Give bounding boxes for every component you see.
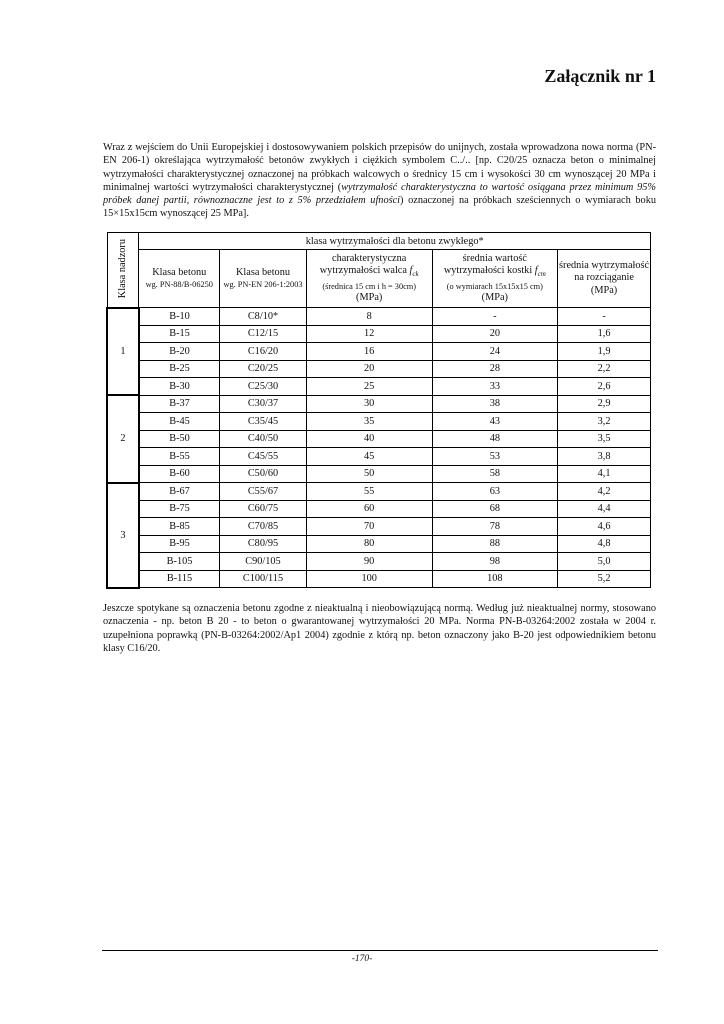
header-fck: charakterystyczna wytrzymałości walca $f_{ck}$ (średnica 15 cm i h = 30cm) (MPa)	[306, 250, 432, 308]
cell-fcm: 24	[432, 343, 558, 361]
intro-text-before: Wraz z wejściem do Unii Europejskiej i dostosowywaniem polskich przepisów do unijnych, została wprowadzona nowa norma (PN-EN 206-1) określająca wytrzymałość betonów zwykłych i ciężkich symbolem C../.. [np. C20/25 oznacza beton o minimalnej wytrzymałości charakterystycznej oznaczonej na próbkach walcowych o średnicy 15 cm i wysokości 30 cm wynoszącej 20 MPa i minimalnej wartości wytrzymałości charakterystycznej (	[103, 142, 656, 193]
cell-fcm: 88	[432, 535, 558, 553]
cell-fcm: 43	[432, 413, 558, 431]
intro-italic-definition: wytrzymałość charakterystyczna to wartość osiągana przez minimum 95% próbek danej partii, równoznaczne jest to z 5% przedziałem ufności	[103, 181, 657, 207]
cell-b: B-105	[139, 553, 220, 571]
cell-b: B-30	[139, 378, 220, 396]
group-cell: 2	[107, 395, 139, 483]
cell-fct: 4,2	[558, 483, 651, 501]
cell-b: B-25	[139, 360, 220, 378]
cell-fck: 40	[306, 430, 432, 448]
cell-c: C50/60	[220, 465, 307, 483]
cell-fck: 50	[306, 465, 432, 483]
cell-b: B-85	[139, 518, 220, 536]
cell-b: B-95	[139, 535, 220, 553]
cell-fcm: 28	[432, 360, 558, 378]
intro-text-after: ) oznaczonej na próbkach sześciennych o wymiarach boku 15×15x15cm wynoszącej 25 MPa].	[103, 195, 656, 220]
table-row	[107, 535, 651, 553]
cell-c: C45/55	[220, 448, 307, 466]
cell-fck: 12	[306, 325, 432, 343]
cell-c: C80/95	[220, 535, 307, 553]
table-row	[107, 465, 651, 483]
cell-fct: 4,4	[558, 500, 651, 518]
cell-c: C35/45	[220, 413, 307, 431]
cell-fct: 2,6	[558, 378, 651, 396]
cell-b: B-115	[139, 570, 220, 588]
cell-fck: 55	[306, 483, 432, 501]
cell-b: B-10	[139, 308, 220, 326]
table-row	[107, 325, 651, 343]
cell-c: C25/30	[220, 378, 307, 396]
table-row	[107, 343, 651, 361]
group-cell: 3	[107, 483, 139, 588]
cell-fcm: 98	[432, 553, 558, 571]
cell-fcm: 68	[432, 500, 558, 518]
closing-paragraph: Jeszcze spotykane są oznaczenia betonu zgodne z nieaktualną i nieobowiązującą normą. Według już nieaktualnej normy, stosowano oznaczenia - np. beton B 20 - to beton o gwarantowanej wytrzymałości 20 MPa. Norma PN-B-03264:2002 została w 2004 r. uzupełniona poprawką (PN-B-03264:2002/Ap1 2004) zgodnie z którą np. beton oznaczony jako B-20 jest odpowiednikiem betonu klasy C16/20.	[103, 603, 656, 654]
cell-fct: 5,0	[558, 553, 651, 571]
cell-fcm: -	[432, 308, 558, 326]
cell-c: C40/50	[220, 430, 307, 448]
cell-fck: 35	[306, 413, 432, 431]
table-row	[107, 308, 651, 326]
cell-b: B-67	[139, 483, 220, 501]
cell-c: C55/67	[220, 483, 307, 501]
cell-fck: 20	[306, 360, 432, 378]
table-row	[107, 430, 651, 448]
cell-fct: 3,5	[558, 430, 651, 448]
cell-b: B-45	[139, 413, 220, 431]
header-group: klasa wytrzymałości dla betonu zwykłego*	[139, 233, 651, 250]
page-title: Załącznik nr 1	[544, 66, 656, 86]
cell-fct: 3,8	[558, 448, 651, 466]
cell-fcm: 20	[432, 325, 558, 343]
page-number: -170-	[351, 954, 373, 964]
cell-fck: 16	[306, 343, 432, 361]
cell-fck: 45	[306, 448, 432, 466]
group-cell: 1	[107, 308, 139, 396]
cell-fct: 5,2	[558, 570, 651, 588]
table-row	[107, 483, 651, 501]
cell-fcm: 78	[432, 518, 558, 536]
cell-fcm: 53	[432, 448, 558, 466]
cell-fck: 80	[306, 535, 432, 553]
table-row	[107, 518, 651, 536]
cell-c: C90/105	[220, 553, 307, 571]
table-row	[107, 395, 651, 413]
table-row	[107, 500, 651, 518]
table-row	[107, 570, 651, 588]
header-klasa-betonu-pn88: Klasa betonu wg. PN-88/B-06250	[139, 250, 220, 308]
cell-c: C60/75	[220, 500, 307, 518]
table-row	[107, 360, 651, 378]
cell-fcm: 33	[432, 378, 558, 396]
cell-c: C12/15	[220, 325, 307, 343]
cell-c: C16/20	[220, 343, 307, 361]
intro-paragraph	[103, 141, 656, 221]
cell-c: C70/85	[220, 518, 307, 536]
table-row	[107, 553, 651, 571]
header-klasa-betonu-pnen: Klasa betonu wg. PN-EN 206-1:2003	[220, 250, 307, 308]
cell-fct: 4,6	[558, 518, 651, 536]
cell-fcm: 38	[432, 395, 558, 413]
header-fct: średnia wytrzymałość na rozciąganie (MPa)	[558, 250, 651, 308]
header-fcm: średnia wartość wytrzymałości kostki $f_{cm}$ (o wymiarach 15x15x15 cm) (MPa)	[432, 250, 558, 308]
cell-b: B-60	[139, 465, 220, 483]
cell-fct: -	[558, 308, 651, 326]
cell-fcm: 58	[432, 465, 558, 483]
cell-fct: 1,6	[558, 325, 651, 343]
cell-fck: 25	[306, 378, 432, 396]
cell-fct: 2,9	[558, 395, 651, 413]
table-row	[107, 448, 651, 466]
cell-b: B-20	[139, 343, 220, 361]
cell-fct: 4,1	[558, 465, 651, 483]
cell-b: B-37	[139, 395, 220, 413]
cell-fcm: 108	[432, 570, 558, 588]
concrete-class-table	[106, 232, 651, 589]
cell-fck: 70	[306, 518, 432, 536]
header-klasa-nadzoru: Klasa nadzoru	[107, 233, 139, 308]
cell-c: C8/10*	[220, 308, 307, 326]
cell-fct: 2,2	[558, 360, 651, 378]
cell-c: C30/37	[220, 395, 307, 413]
cell-b: B-75	[139, 500, 220, 518]
table-row	[107, 378, 651, 396]
cell-b: B-55	[139, 448, 220, 466]
cell-c: C20/25	[220, 360, 307, 378]
cell-fck: 8	[306, 308, 432, 326]
cell-fcm: 48	[432, 430, 558, 448]
cell-fck: 100	[306, 570, 432, 588]
cell-fct: 4,8	[558, 535, 651, 553]
cell-fck: 30	[306, 395, 432, 413]
cell-fck: 90	[306, 553, 432, 571]
cell-c: C100/115	[220, 570, 307, 588]
cell-fct: 1,9	[558, 343, 651, 361]
cell-fck: 60	[306, 500, 432, 518]
cell-fct: 3,2	[558, 413, 651, 431]
table-row	[107, 413, 651, 431]
cell-b: B-50	[139, 430, 220, 448]
cell-b: B-15	[139, 325, 220, 343]
footer-divider	[102, 950, 658, 951]
cell-fcm: 63	[432, 483, 558, 501]
